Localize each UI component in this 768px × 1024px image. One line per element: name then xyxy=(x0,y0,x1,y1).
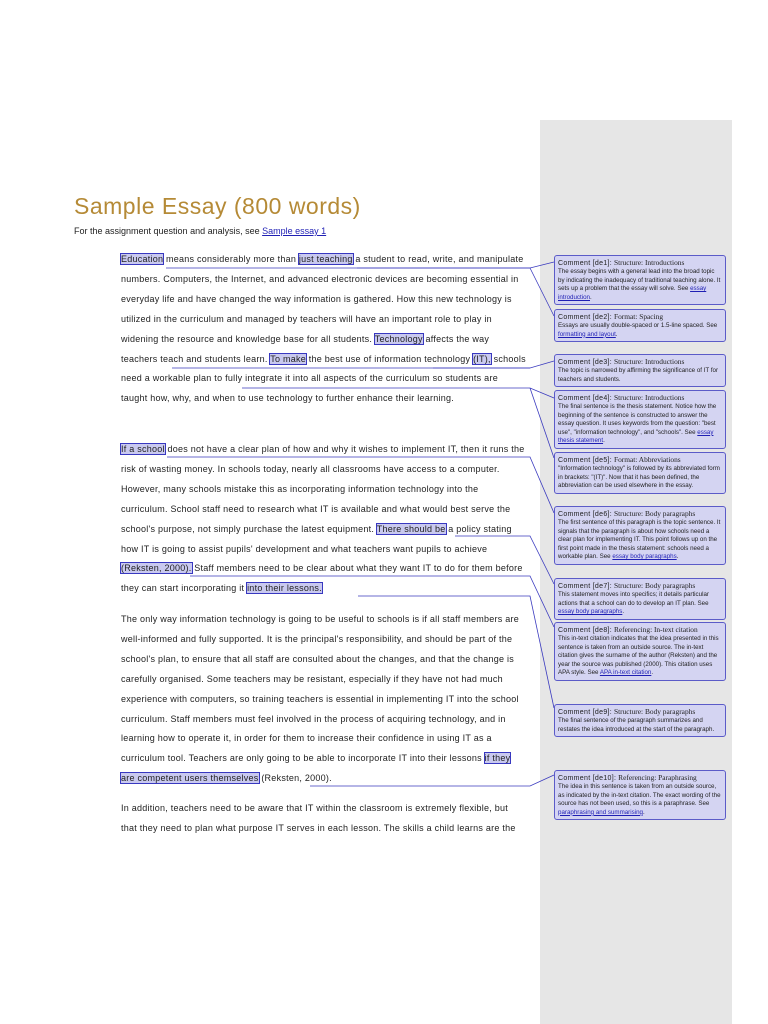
comment-body xyxy=(558,322,722,339)
comment-label: Comment [de9]: xyxy=(558,709,612,716)
comment-label: Comment [de8]: xyxy=(558,627,612,634)
comment-body xyxy=(558,635,722,678)
comment-body xyxy=(558,519,722,562)
comment-de8[interactable] xyxy=(554,622,726,681)
paragraph-text: (Reksten, 2000). xyxy=(258,773,332,784)
comment-label: Comment [de4]: xyxy=(558,395,612,402)
comment-de5[interactable] xyxy=(554,452,726,494)
comment-label: Comment [de10]: xyxy=(558,775,617,782)
comment-link[interactable]: paraphrasing and summarising xyxy=(558,808,643,816)
comment-text: This statement moves into specifics; it details particular actions that a school can do to develop an IT plan. See xyxy=(558,591,709,607)
paragraph-text: Staff members need to be clear about what they want IT to do for them before they can start incorporating it xyxy=(121,563,523,594)
essay-paragraph-4 xyxy=(121,799,526,839)
highlight-de5[interactable]: (IT), xyxy=(473,353,491,364)
comment-label: Comment [de2]: xyxy=(558,314,612,321)
comment-body xyxy=(558,268,722,302)
assignment-note xyxy=(74,226,326,236)
paragraph-text: does not have a clear plan of how and why it wishes to implement IT, then it runs the risk of wasting money. In schools today, nearly all classrooms have access to a computer. However, many schools mistake this as incorporating information technology into the curriculum. School staff need to research what IT is available and what would best serve the school's purpose, not simply purchase the latest equipment. xyxy=(121,444,525,534)
comment-link[interactable]: essay body paragraphs xyxy=(558,608,623,616)
comment-body xyxy=(558,403,722,446)
paragraph-text: a student to read, write, and manipulate numbers. Computers, the Internet, and advanced electronic devices are becoming essential in everyday life and have changed the way information is gathered. How this new technology is utilized in the curriculum and managed by teachers will have an important role to play in widening the resource and knowledge base for all students. xyxy=(121,254,524,344)
comment-body xyxy=(558,591,722,617)
highlight-de10[interactable]: if they are competent users themselves xyxy=(121,753,511,784)
paragraph-text: a policy stating how IT is going to assist pupils' development and what teachers want pupils to achieve xyxy=(121,523,512,554)
comment-text: The topic is narrowed by affirming the significance of IT for teachers and students. xyxy=(558,367,719,383)
highlight-de4[interactable]: To make xyxy=(270,353,306,364)
comment-de3[interactable] xyxy=(554,354,726,387)
comment-text: This in-text citation indicates that the idea presented in this sentence is taken from an outside source. The in-text citation gives the surname of the author (Reksten) and the year the source was published (2000). This citation uses APA style. See xyxy=(558,635,719,677)
comment-text: . xyxy=(590,293,592,301)
comment-category: Structure: Introductions xyxy=(613,393,685,402)
comment-category: Referencing: Paraphrasing xyxy=(618,773,697,782)
comment-body xyxy=(558,783,722,817)
comment-de10[interactable] xyxy=(554,770,726,820)
highlight-de3[interactable]: Technology xyxy=(374,333,423,344)
comment-text: Essays are usually double-spaced or 1.5-line spaced. See xyxy=(558,322,718,329)
comment-link[interactable]: essay body paragraphs xyxy=(612,553,677,561)
comment-de4[interactable] xyxy=(554,390,726,449)
paragraph-text: schools need a workable plan to fully integrate it into all aspects of the curriculum so students are taught how, why, and when to use technology to further enhance their learning. xyxy=(121,353,526,404)
comment-text: The essay begins with a general lead into the broad topic by indicating the inadequacy of traditional teaching alone. It sets up a problem that the essay will solve. See xyxy=(558,268,721,293)
comment-category: Format: Abbreviations xyxy=(613,455,681,464)
page-title: Sample Essay (800 words) xyxy=(74,193,361,219)
paragraph-text: The only way information technology is going to be useful to schools is if all staff members are well-informed and fully supported. It is the principal's responsibility, and should be part of the school's plan, to ensure that all staff are consulted about the changes, and that the change is carefully organised. Some teachers may be resistant, especially if they have not had much experience with computers, so training teachers is essential in implementing IT into the school curriculum. Staff members must feel involved in the process of acquiring technology, and in learning how to operate it, in order for them to increase their confidence in using IT as a curriculum tool. Teachers are only going to be able to incorporate IT into their lessons xyxy=(121,614,520,764)
comment-body xyxy=(558,367,722,384)
comment-link[interactable]: essay introduction xyxy=(558,285,707,301)
comment-text: The final sentence of the paragraph summarizes and restates the idea introduced at the start of the paragraph. xyxy=(558,717,715,733)
highlight-de9[interactable]: into their lessons. xyxy=(247,583,322,594)
assignment-note-text: For the assignment question and analysis, see xyxy=(74,226,263,236)
comment-text: The first sentence of this paragraph is the topic sentence. It signals that the paragraph is about how schools need a clear plan for implementing IT. This point follows up on the first point made in the thesis statement: schools need a workable plan. See xyxy=(558,519,721,561)
comment-text: . xyxy=(642,808,645,816)
comment-label: Comment [de5]: xyxy=(558,457,612,464)
sample-essay-link[interactable]: Sample essay 1 xyxy=(262,226,327,236)
comment-category: Format: Spacing xyxy=(613,312,664,321)
essay-paragraph-2 xyxy=(121,440,526,599)
comment-category: Structure: Introductions xyxy=(613,357,685,366)
comment-label: Comment [de1]: xyxy=(558,260,612,267)
highlight-de1[interactable]: Education xyxy=(121,254,164,264)
paragraph-text: means considerably more than xyxy=(163,254,299,264)
highlight-de2[interactable]: just teaching xyxy=(298,254,353,264)
comment-label: Comment [de6]: xyxy=(558,511,612,518)
comment-category: Structure: Body paragraphs xyxy=(613,509,696,518)
comment-text: . xyxy=(615,330,618,338)
comment-link[interactable]: APA in-text citation xyxy=(599,669,652,677)
comment-category: Structure: Introductions xyxy=(613,258,685,267)
comment-de1[interactable] xyxy=(554,255,726,305)
comment-text: . xyxy=(603,437,605,445)
comment-body xyxy=(558,465,722,491)
highlight-de8[interactable]: (Reksten, 2000). xyxy=(121,563,192,574)
comment-text: . xyxy=(651,669,654,677)
comment-de7[interactable] xyxy=(554,578,726,620)
comment-body xyxy=(558,717,722,734)
comment-de6[interactable] xyxy=(554,506,726,565)
essay-paragraph-3 xyxy=(121,610,526,789)
comment-category: Structure: Body paragraphs xyxy=(613,707,696,716)
comment-category: Referencing: In-text citation xyxy=(613,625,698,634)
comment-label: Comment [de7]: xyxy=(558,583,612,590)
comment-link[interactable]: essay thesis statement xyxy=(558,428,714,445)
paragraph-text: affects the way teachers teach and students learn. xyxy=(121,333,490,364)
essay-paragraph-1 xyxy=(121,250,526,409)
comment-text: The idea in this sentence is taken from an outside source, as indicated by the in-text citation. The exact wording of the source has not been used, so this is a paraphrase. See xyxy=(558,783,721,808)
comment-link[interactable]: formatting and layout xyxy=(558,330,616,338)
comment-text: The final sentence is the thesis statement. Notice how the beginning of the sentence is constructed to answer the essay question. It uses keywords from the question: "best use", "information technology", and "schools". See xyxy=(558,403,717,436)
comment-de9[interactable] xyxy=(554,704,726,737)
paragraph-text: the best use of information technology xyxy=(305,353,474,364)
comment-label: Comment [de3]: xyxy=(558,359,612,366)
highlight-de6[interactable]: If a school xyxy=(121,444,165,454)
comment-text: . xyxy=(622,608,625,616)
comment-text: "Information technology" is followed by its abbreviated form in brackets: "(IT)". Now that it has been defined, the abbreviation can be used elsewhere in the essay. xyxy=(558,465,720,490)
highlight-de7[interactable]: There should be xyxy=(376,523,446,534)
paragraph-text: In addition, teachers need to be aware that IT within the classroom is extremely flexible, but that they need to plan what purpose IT serves in each lesson. The skills a child learns are the xyxy=(121,803,516,833)
comment-category: Structure: Body paragraphs xyxy=(613,581,696,590)
comment-text: . xyxy=(676,553,679,561)
comment-de2[interactable] xyxy=(554,309,726,342)
